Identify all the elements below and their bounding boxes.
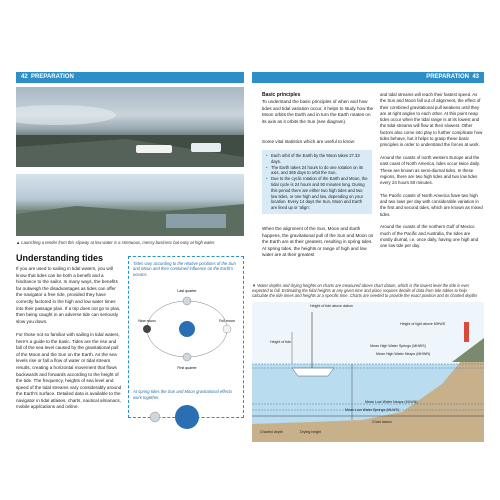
new-moon-label: New moon [138, 319, 156, 324]
photo-caption: ▲ Launching a tender from this slipway at low water is a strenuous, messy business but easy at high water. [16, 240, 216, 245]
last-quarter-label: Last quarter [177, 289, 197, 294]
left-page-number: 42 [21, 74, 28, 80]
right-page-number: 43 [472, 74, 479, 80]
mlwn-label: Mean Low Water Neaps (MLWN) [365, 400, 418, 404]
left-page-header [16, 72, 244, 83]
section-heading: Understanding tides [16, 253, 104, 263]
mhws-label: Mean High Water Springs (MHWS) [370, 344, 426, 348]
bullet-item: • The Earth takes 24 hours to do one rotation on its axis, and 365 days to orbit the Sun. [266, 165, 368, 177]
stats-intro: Some vital statistics which are useful to know: [262, 139, 356, 144]
bullet-item: • Each orbit of the Earth by the Moon takes 27.33 days. [266, 153, 368, 165]
drying-height-label: Drying height [300, 430, 322, 434]
principles-text: To understand the basic principles of when and how tides and tidal variation occur, it helps to study how the Moon orbits the Earth and in turn the Earth rotates on its axis as it orbits the Sun (see diagram). [262, 99, 374, 124]
stats-bullets [262, 150, 372, 214]
full-moon-icon [223, 325, 231, 333]
intro-text: If you are used to sailing in tidal waters, you will know that tides can be both a benefit and a hindrance to the sailor. In many ways, the benefits far outweigh the disadvantages as tides can offer the navigator a free ride, provided they have correctly factored in the high and low water times into their passage plan. If a trip does not go to plan, then being caught in an adverse tide can seriously slow you down. For those not so familiar with sailing in tidal waters, here's a guide to the basic. Tides are the rise and fall of the sea level caused by the gravitational pull of the Moon and the Sun on the Earth. As the sea levels rise or fall a flow of water or tidal stream results, creating a horizontal movement that flows backwards and forwards according to the height of the tide. The frequency, heights of sea level and speed of the tidal streams vary considerably around the Earth's surface. Detailed data is available to the navigator in tidal atlases, charts, nautical almanacs, mobile applications and online. [16, 266, 122, 410]
alignment-text: When the alignment of the Sun, Moon and Earth happens, the gravitational pull of the Sun and Moon on the Earth are at their greatest, resulting in spring tides. At spring tides, the heights or range of high and low water are at their greatest [262, 226, 374, 258]
height-of-tide-label: Height of tide [270, 340, 292, 344]
bullet-item: • Due to the cyclic rotation of the Earth and Moon, the tidal cycle is 24 hours and 50 minutes long. During this period there are either two high tides and two low tides, or one high and low, depending on your location. Every 14 days the Sun, Moon and Earth are lined up or 'align'. [266, 176, 368, 211]
mhwn-label: Mean High Water Neaps (MHWN) [376, 352, 431, 356]
height-of-tide-above-datum-label: Height of tide above datum [310, 304, 353, 308]
moon-box-spring: At spring tides the Sun and Moon gravitational effects work together. [133, 389, 233, 400]
height-of-light-label: Height of light above MHWS [400, 322, 446, 326]
new-moon-icon [143, 325, 151, 333]
moon-phase-box [128, 256, 244, 418]
mlws-label: Mean Low Water Springs (MLWS) [345, 408, 400, 412]
diagram-caption: ▼ Water depths and drying heights on charts are measured above chart datum, which is the lowest level the tide is ever expected to fall. Estimating the tidal heights at any given time and place requires details of data from tide tables to help calculate the tide times and heights at a specific time. Charts are needed to provide the exact position and its charted depths [252, 283, 478, 299]
photo-shapes [16, 87, 244, 167]
full-moon-label: Full moon [219, 319, 235, 324]
first-quarter-moon-icon [183, 353, 191, 361]
left-section-title: PREPARATION [31, 74, 74, 80]
charted-depth-label: Charted depth [260, 430, 283, 434]
spring-tide-diagram [133, 400, 241, 434]
yacht-hull-icon [292, 368, 334, 376]
earth-icon [179, 321, 195, 337]
principles-heading: Basic principles [262, 92, 301, 98]
moon-box-intro: Tides vary according to the relative positions of the Sun and Moon and their combined influence on the Earth's oceans. [133, 261, 236, 277]
right-section-title: PREPARATION [426, 74, 469, 80]
earth-spring-icon [175, 405, 199, 429]
slipway-low-water-photo [16, 87, 244, 167]
moon-spring-icon [150, 412, 160, 422]
photo-shapes-2 [16, 174, 244, 236]
right-page-header [252, 72, 484, 83]
lighthouse-icon [464, 322, 469, 342]
chart-datum-label: Chart datum [372, 420, 392, 424]
tides-text: and tidal streams will reach their fastest speed. As the Sun and Moon fall out of alignment, the effect of their combined gravitational pull weakens until they are at right angles to each other. At this point neap tides occur when the tidal range is at its lowest and the tidal streams will flow at their slowest. Other factors also come into play to further complicate how tides behave, but it helps to grasp these basic principles in order to understand the forces at work. Around the coasts of north western Europe and the east coast of North America, tides occur twice daily. These are known as semi-diurnal tides. In these regions, there are two high tides and two low tides every 24 hours 50 minutes. The Pacific coasts of North America have two high and two lows per day with considerable variation in the first and second tides, which are known as mixed tides. Around the coasts of the northern Gulf of Mexico much of the Pacific and Australia, the tides are mostly diurnal, i.e. once daily, having one high and one low tide per day. [380, 92, 483, 249]
slipway-high-water-photo [16, 174, 244, 236]
tide-datum-diagram [252, 302, 484, 442]
first-quarter-label: First quarter [177, 366, 197, 371]
moon-orbit-diagram [133, 279, 241, 389]
last-quarter-moon-icon [183, 297, 191, 305]
